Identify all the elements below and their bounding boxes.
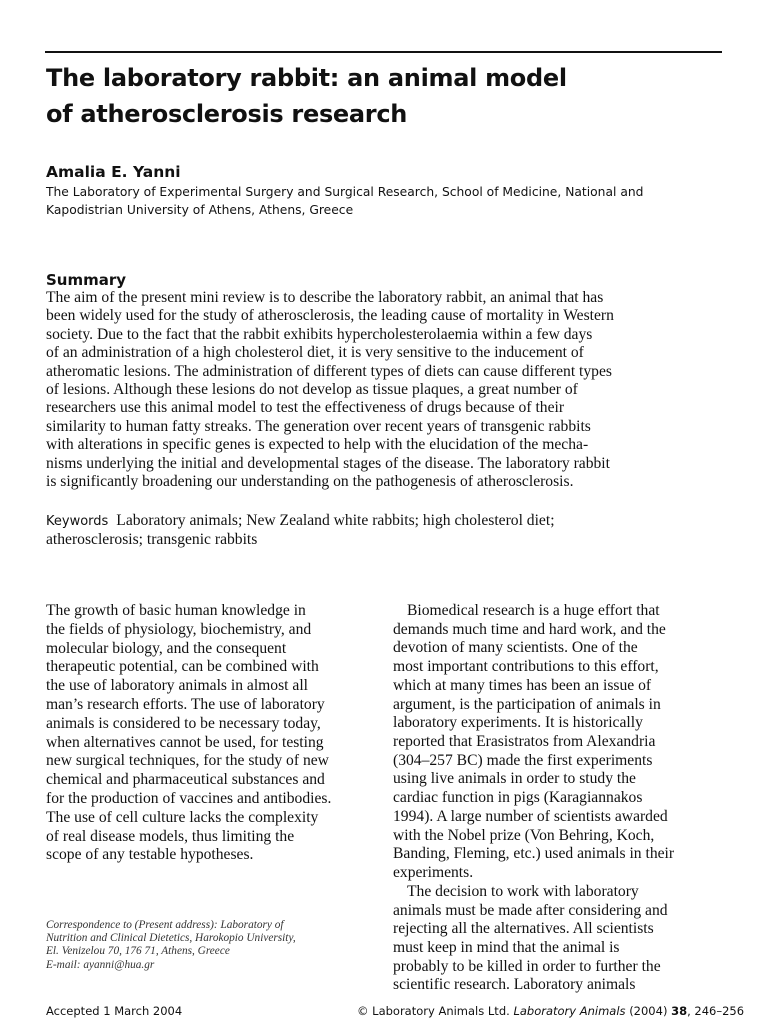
text-line: The aim of the present mini review is to describe the laboratory rabbit, an animal that has bbox=[46, 289, 604, 306]
text-line: Banding, Fleming, etc.) used animals in their bbox=[393, 845, 675, 863]
keywords bbox=[46, 512, 555, 550]
volume: 38 bbox=[671, 1004, 688, 1018]
text-line: animals must be made after considering and bbox=[393, 901, 668, 919]
citation bbox=[357, 1004, 744, 1018]
left-column bbox=[46, 602, 331, 865]
title-line: of atherosclerosis research bbox=[46, 100, 408, 128]
text-line: chemical and pharmaceutical substances and bbox=[46, 771, 325, 789]
article-title bbox=[46, 60, 567, 132]
affiliation bbox=[46, 183, 643, 219]
right-column bbox=[393, 602, 674, 995]
text-line: probably to be killed in order to further the bbox=[393, 957, 661, 975]
text-line: animals is considered to be necessary today, bbox=[46, 714, 321, 732]
text-line: 1994). A large number of scientists awarded bbox=[393, 807, 668, 825]
text-line: the use of laboratory animals in almost all bbox=[46, 677, 308, 695]
text-line: cardiac function in pigs (Karagiannakos bbox=[393, 789, 643, 807]
journal-name: Laboratory Animals bbox=[513, 1004, 626, 1018]
summary-heading: Summary bbox=[46, 271, 127, 289]
text-line: society. Due to the fact that the rabbit exhibits hypercholesterolaemia within a few days bbox=[46, 325, 593, 343]
text-line: nisms underlying the initial and developmental stages of the disease. The laboratory rabbit bbox=[46, 454, 610, 472]
text-line: of an administration of a high cholesterol diet, it is very sensitive to the inducement of bbox=[46, 344, 584, 362]
text-line: devotion of many scientists. One of the bbox=[393, 639, 638, 657]
year: (2004) bbox=[629, 1004, 668, 1018]
text-line: man’s research efforts. The use of laboratory bbox=[46, 695, 325, 713]
text-line: reported that Erasistratos from Alexandria bbox=[393, 733, 656, 751]
text-line: which at many times has been an issue of bbox=[393, 676, 652, 694]
text-line: rejecting all the alternatives. All scientists bbox=[393, 920, 654, 938]
text-line: demands much time and hard work, and the bbox=[393, 620, 666, 638]
text-line: therapeutic potential, can be combined with bbox=[46, 658, 319, 676]
text-line: when alternatives cannot be used, for testing bbox=[46, 733, 324, 751]
footnote-line: El. Venizelou 70, 176 71, Athens, Greece bbox=[46, 945, 230, 958]
footnote-line: E-mail: ayanni@hua.gr bbox=[46, 958, 155, 971]
keywords-line: atherosclerosis; transgenic rabbits bbox=[46, 531, 258, 549]
text-line: scientific research. Laboratory animals bbox=[393, 976, 636, 994]
text-line: for the production of vaccines and antibodies. bbox=[46, 789, 332, 807]
text-line: atheromatic lesions. The administration of different types of diets can cause different types bbox=[46, 362, 612, 380]
text-line: most important contributions to this effort, bbox=[393, 658, 659, 676]
title-line: The laboratory rabbit: an animal model bbox=[46, 64, 567, 92]
text-line: The growth of basic human knowledge in bbox=[46, 602, 306, 619]
text-line: laboratory experiments. It is historically bbox=[393, 714, 643, 732]
top-rule bbox=[45, 51, 722, 53]
text-line: The use of cell culture lacks the complexity bbox=[46, 808, 319, 826]
text-line: new surgical techniques, for the study of new bbox=[46, 752, 329, 770]
affiliation-line: Kapodistrian University of Athens, Athens, Greece bbox=[46, 203, 354, 217]
text-line: with alterations in specific genes is expected to help with the elucidation of the mecha- bbox=[46, 436, 589, 454]
pages: , 246–256 bbox=[687, 1004, 745, 1018]
footnote-line: Nutrition and Clinical Dietetics, Harokopio University, bbox=[46, 932, 296, 945]
accepted-date: Accepted 1 March 2004 bbox=[46, 1004, 183, 1018]
text-line: using live animals in order to study the bbox=[393, 770, 636, 788]
summary-text bbox=[46, 289, 614, 491]
text-line: molecular biology, and the consequent bbox=[46, 639, 287, 657]
text-line: argument, is the participation of animals in bbox=[393, 695, 661, 713]
correspondence-footnote bbox=[46, 919, 296, 972]
author-name: Amalia E. Yanni bbox=[46, 163, 181, 181]
affiliation-line: The Laboratory of Experimental Surgery and Surgical Research, School of Medicine, National and bbox=[46, 185, 644, 199]
text-line: of lesions. Although these lesions do not develop as tissue plaques, a great number of bbox=[46, 381, 578, 399]
keywords-line: Laboratory animals; New Zealand white rabbits; high cholesterol diet; bbox=[116, 512, 555, 529]
text-line: similarity to human fatty streaks. The generation over recent years of transgenic rabbits bbox=[46, 417, 591, 435]
text-line: The decision to work with laboratory bbox=[407, 882, 639, 900]
text-line: (304–257 BC) made the first experiments bbox=[393, 751, 653, 769]
text-line: of real disease models, thus limiting the bbox=[46, 827, 295, 845]
text-line: is significantly broadening our understanding on the pathogenesis of atherosclerosis. bbox=[46, 473, 574, 491]
footnote-line: Correspondence to (Present address): Laboratory of bbox=[46, 919, 284, 931]
text-line: scope of any testable hypotheses. bbox=[46, 846, 254, 864]
copyright: © Laboratory Animals Ltd. bbox=[357, 1004, 510, 1018]
text-line: must keep in mind that the animal is bbox=[393, 938, 620, 956]
text-line: with the Nobel prize (Von Behring, Koch, bbox=[393, 826, 655, 844]
text-line: been widely used for the study of atherosclerosis, the leading cause of mortality in Western bbox=[46, 307, 614, 325]
text-line: the fields of physiology, biochemistry, and bbox=[46, 620, 312, 638]
keywords-label: Keywords bbox=[46, 514, 109, 529]
text-line: researchers use this animal model to test the effectiveness of drugs because of their bbox=[46, 399, 565, 417]
text-line: experiments. bbox=[393, 864, 474, 882]
text-line: Biomedical research is a huge effort that bbox=[407, 602, 660, 619]
